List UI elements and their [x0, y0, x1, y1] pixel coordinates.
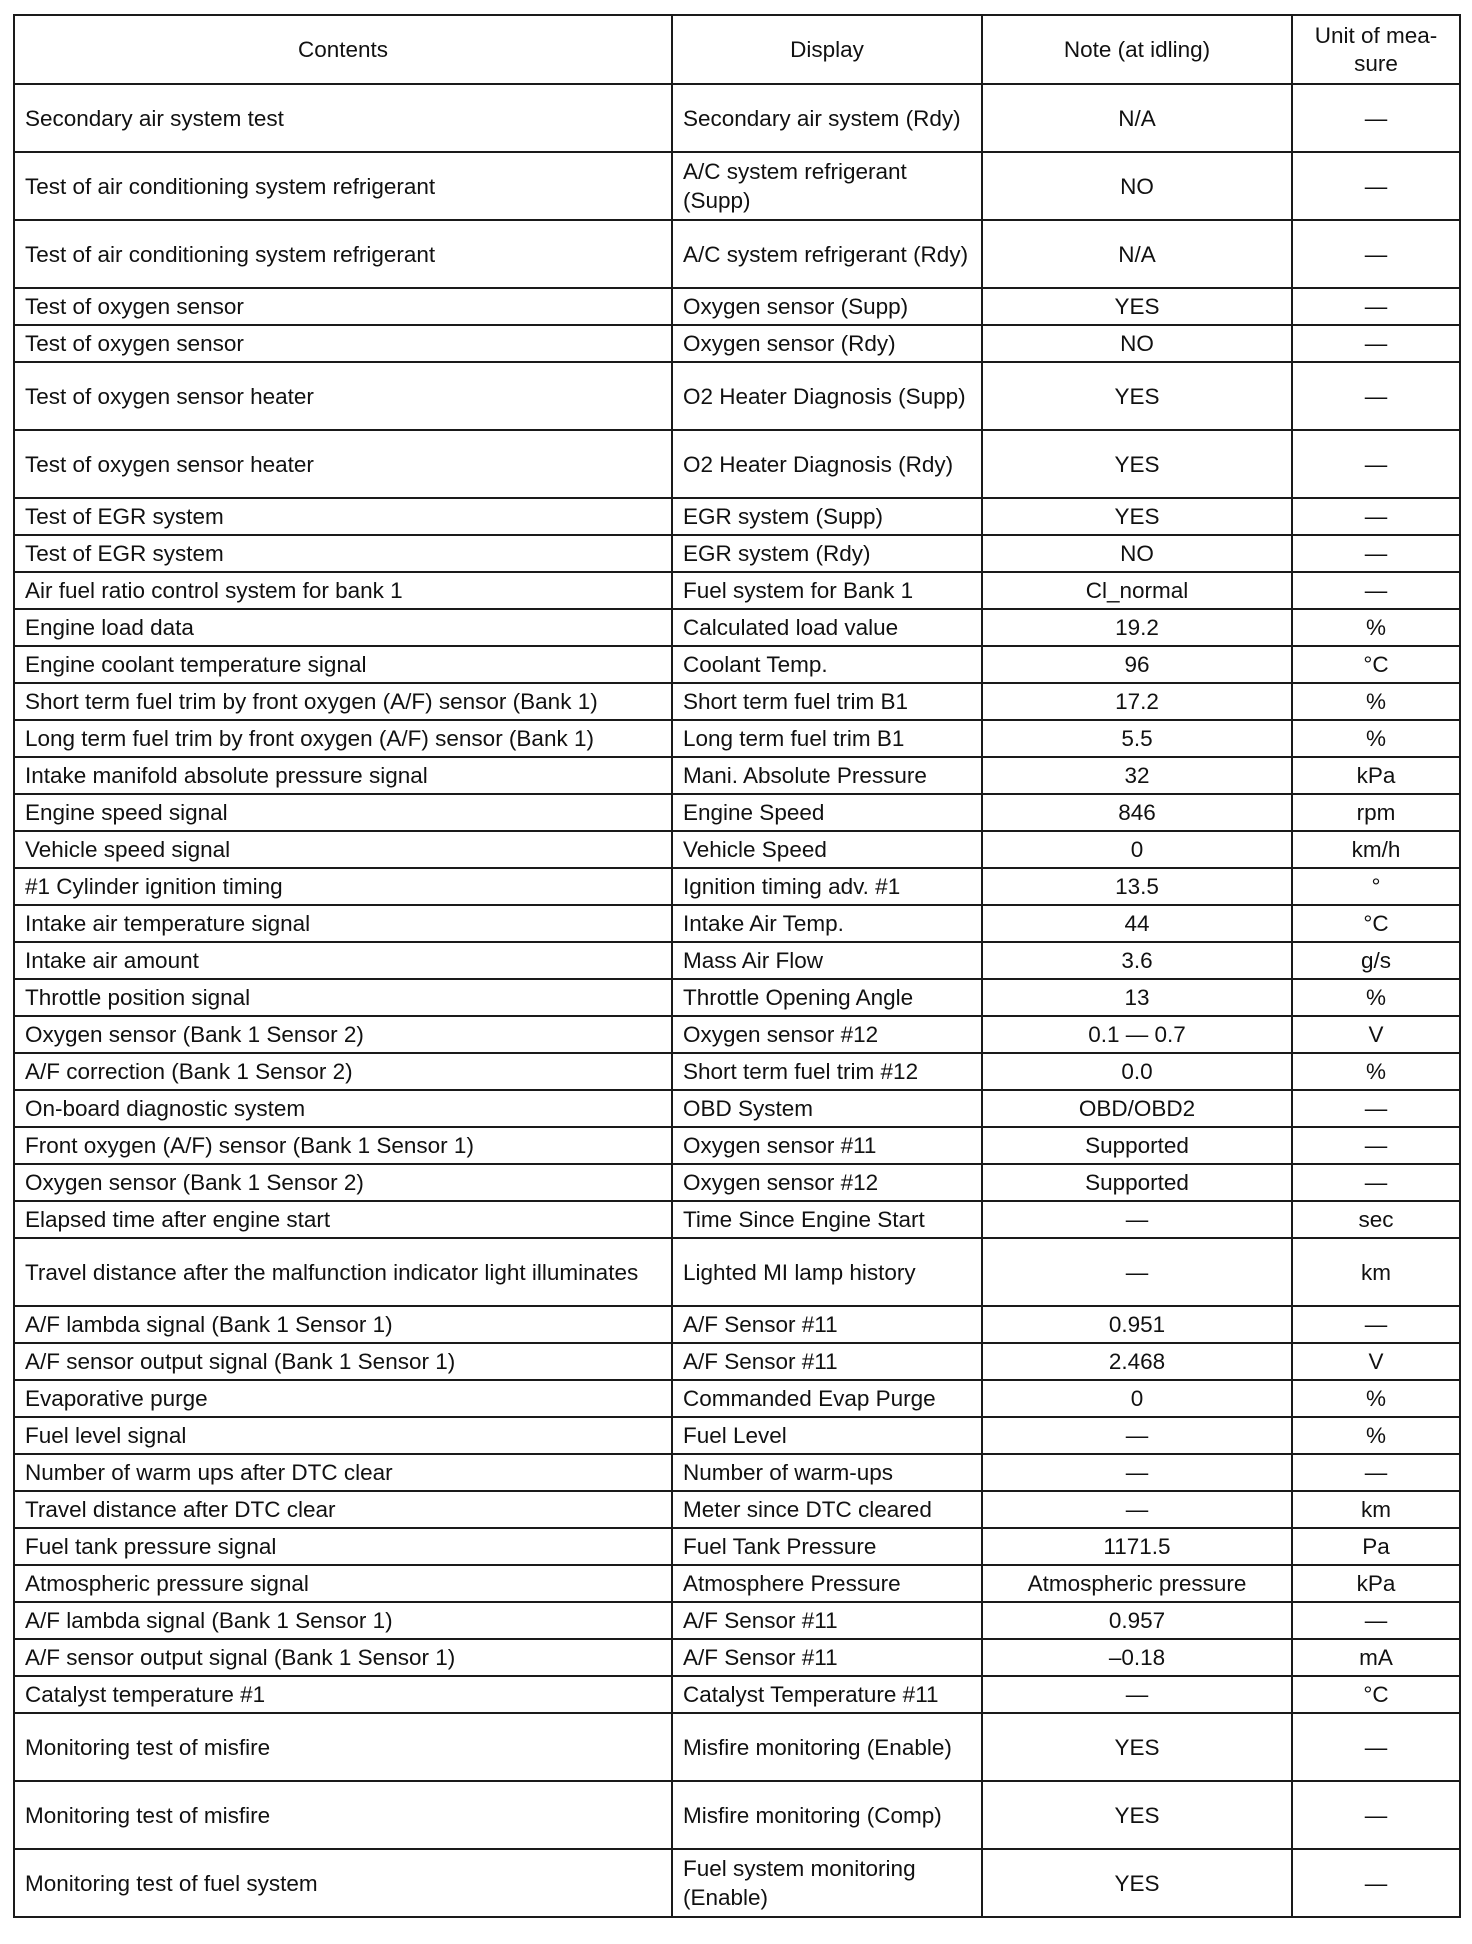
cell-contents: Test of oxygen sensor heater [14, 362, 672, 430]
table-row [14, 220, 1460, 288]
cell-display: A/F Sensor #11 [672, 1602, 982, 1639]
cell-unit: — [1292, 288, 1460, 325]
header-contents: Contents [14, 15, 672, 84]
cell-note: — [982, 1417, 1292, 1454]
cell-note: 846 [982, 794, 1292, 831]
cell-contents: Monitoring test of misfire [14, 1713, 672, 1781]
cell-contents: Number of warm ups after DTC clear [14, 1454, 672, 1491]
table-row [14, 1528, 1460, 1565]
table-row [14, 868, 1460, 905]
cell-note: — [982, 1238, 1292, 1306]
table-row [14, 1238, 1460, 1306]
cell-note: 13 [982, 979, 1292, 1016]
cell-unit: rpm [1292, 794, 1460, 831]
cell-display: EGR system (Supp) [672, 498, 982, 535]
table-row [14, 1849, 1460, 1917]
cell-unit: — [1292, 1713, 1460, 1781]
cell-contents: A/F sensor output signal (Bank 1 Sensor 1) [14, 1343, 672, 1380]
table-row [14, 288, 1460, 325]
cell-unit: — [1292, 1306, 1460, 1343]
cell-display: Vehicle Speed [672, 831, 982, 868]
cell-contents: Vehicle speed signal [14, 831, 672, 868]
table-row [14, 1602, 1460, 1639]
table-header [14, 15, 1460, 84]
cell-contents: Test of air conditioning system refrigerant [14, 152, 672, 220]
header-unit: Unit of mea- sure [1292, 15, 1460, 84]
table-row [14, 1454, 1460, 1491]
cell-display: Fuel Level [672, 1417, 982, 1454]
cell-unit: km [1292, 1491, 1460, 1528]
cell-contents: Oxygen sensor (Bank 1 Sensor 2) [14, 1016, 672, 1053]
cell-contents: Air fuel ratio control system for bank 1 [14, 572, 672, 609]
cell-display: Mani. Absolute Pressure [672, 757, 982, 794]
cell-contents: Engine coolant temperature signal [14, 646, 672, 683]
cell-display: Long term fuel trim B1 [672, 720, 982, 757]
cell-unit: — [1292, 152, 1460, 220]
cell-display: Time Since Engine Start [672, 1201, 982, 1238]
cell-contents: On-board diagnostic system [14, 1090, 672, 1127]
table-row [14, 1127, 1460, 1164]
cell-display: Ignition timing adv. #1 [672, 868, 982, 905]
cell-unit: % [1292, 979, 1460, 1016]
cell-contents: #1 Cylinder ignition timing [14, 868, 672, 905]
cell-note: 2.468 [982, 1343, 1292, 1380]
cell-contents: Long term fuel trim by front oxygen (A/F) sensor (Bank 1) [14, 720, 672, 757]
cell-note: 0 [982, 831, 1292, 868]
table-row [14, 1781, 1460, 1849]
cell-contents: A/F correction (Bank 1 Sensor 2) [14, 1053, 672, 1090]
cell-unit: V [1292, 1343, 1460, 1380]
cell-note: –0.18 [982, 1639, 1292, 1676]
cell-unit: % [1292, 609, 1460, 646]
cell-contents: Test of air conditioning system refrigerant [14, 220, 672, 288]
cell-note: 13.5 [982, 868, 1292, 905]
table-row [14, 1343, 1460, 1380]
table-row [14, 1491, 1460, 1528]
cell-contents: Test of oxygen sensor [14, 288, 672, 325]
cell-note: YES [982, 1781, 1292, 1849]
table-row [14, 498, 1460, 535]
cell-contents: Oxygen sensor (Bank 1 Sensor 2) [14, 1164, 672, 1201]
cell-note: 1171.5 [982, 1528, 1292, 1565]
cell-note: 0.1 — 0.7 [982, 1016, 1292, 1053]
cell-contents: A/F sensor output signal (Bank 1 Sensor 1) [14, 1639, 672, 1676]
cell-display: O2 Heater Diagnosis (Rdy) [672, 430, 982, 498]
header-note: Note (at idling) [982, 15, 1292, 84]
cell-contents: Intake manifold absolute pressure signal [14, 757, 672, 794]
cell-unit: — [1292, 1090, 1460, 1127]
cell-display: Atmosphere Pressure [672, 1565, 982, 1602]
table-row [14, 1164, 1460, 1201]
cell-unit: Pa [1292, 1528, 1460, 1565]
cell-note: — [982, 1491, 1292, 1528]
cell-display: A/F Sensor #11 [672, 1306, 982, 1343]
cell-note: NO [982, 325, 1292, 362]
cell-display: Number of warm-ups [672, 1454, 982, 1491]
cell-note: YES [982, 430, 1292, 498]
cell-unit: % [1292, 1053, 1460, 1090]
cell-contents: Test of oxygen sensor [14, 325, 672, 362]
cell-note: 44 [982, 905, 1292, 942]
cell-display: Oxygen sensor #11 [672, 1127, 982, 1164]
cell-unit: km [1292, 1238, 1460, 1306]
cell-display: A/F Sensor #11 [672, 1343, 982, 1380]
cell-unit: — [1292, 1164, 1460, 1201]
cell-contents: Test of EGR system [14, 535, 672, 572]
table-row [14, 1380, 1460, 1417]
cell-note: Atmospheric pressure [982, 1565, 1292, 1602]
cell-note: — [982, 1201, 1292, 1238]
cell-unit: % [1292, 1380, 1460, 1417]
cell-display: Secondary air system (Rdy) [672, 84, 982, 152]
cell-unit: — [1292, 1602, 1460, 1639]
cell-note: YES [982, 362, 1292, 430]
cell-contents: Short term fuel trim by front oxygen (A/F) sensor (Bank 1) [14, 683, 672, 720]
cell-display: Oxygen sensor (Rdy) [672, 325, 982, 362]
table-row [14, 1713, 1460, 1781]
cell-display: Commanded Evap Purge [672, 1380, 982, 1417]
table-row [14, 831, 1460, 868]
cell-unit: — [1292, 362, 1460, 430]
table-row [14, 1565, 1460, 1602]
cell-unit: — [1292, 1454, 1460, 1491]
cell-note: NO [982, 152, 1292, 220]
table-row [14, 152, 1460, 220]
table-row [14, 430, 1460, 498]
cell-unit: sec [1292, 1201, 1460, 1238]
cell-contents: Test of oxygen sensor heater [14, 430, 672, 498]
cell-contents: A/F lambda signal (Bank 1 Sensor 1) [14, 1306, 672, 1343]
cell-note: 0.0 [982, 1053, 1292, 1090]
table-row [14, 720, 1460, 757]
cell-contents: Intake air temperature signal [14, 905, 672, 942]
table-row [14, 362, 1460, 430]
cell-unit: kPa [1292, 1565, 1460, 1602]
cell-unit: — [1292, 325, 1460, 362]
cell-note: Supported [982, 1164, 1292, 1201]
cell-unit: % [1292, 683, 1460, 720]
cell-note: 0 [982, 1380, 1292, 1417]
table-row [14, 1306, 1460, 1343]
cell-unit: °C [1292, 905, 1460, 942]
table-row [14, 1639, 1460, 1676]
cell-note: 0.957 [982, 1602, 1292, 1639]
header-row [14, 15, 1460, 84]
cell-display: Lighted MI lamp history [672, 1238, 982, 1306]
cell-note: YES [982, 288, 1292, 325]
cell-display: O2 Heater Diagnosis (Supp) [672, 362, 982, 430]
cell-note: YES [982, 498, 1292, 535]
cell-unit: — [1292, 498, 1460, 535]
cell-unit: — [1292, 535, 1460, 572]
table-row [14, 1201, 1460, 1238]
table-row [14, 683, 1460, 720]
cell-display: Meter since DTC cleared [672, 1491, 982, 1528]
cell-display: Short term fuel trim B1 [672, 683, 982, 720]
table-row [14, 757, 1460, 794]
cell-display: Fuel system monitoring (Enable) [672, 1849, 982, 1917]
cell-contents: Secondary air system test [14, 84, 672, 152]
cell-note: YES [982, 1713, 1292, 1781]
table-row [14, 942, 1460, 979]
cell-unit: °C [1292, 646, 1460, 683]
cell-unit: % [1292, 1417, 1460, 1454]
cell-contents: Throttle position signal [14, 979, 672, 1016]
cell-unit: mA [1292, 1639, 1460, 1676]
cell-unit: — [1292, 220, 1460, 288]
cell-note: 96 [982, 646, 1292, 683]
cell-display: A/C system refrigerant (Supp) [672, 152, 982, 220]
cell-note: 19.2 [982, 609, 1292, 646]
cell-unit: — [1292, 84, 1460, 152]
cell-contents: Evaporative purge [14, 1380, 672, 1417]
cell-display: A/C system refrigerant (Rdy) [672, 220, 982, 288]
cell-note: Cl_normal [982, 572, 1292, 609]
cell-display: EGR system (Rdy) [672, 535, 982, 572]
cell-unit: V [1292, 1016, 1460, 1053]
cell-unit: % [1292, 720, 1460, 757]
cell-unit: g/s [1292, 942, 1460, 979]
cell-note: — [982, 1676, 1292, 1713]
cell-note: OBD/OBD2 [982, 1090, 1292, 1127]
table-row [14, 1676, 1460, 1713]
cell-contents: Elapsed time after engine start [14, 1201, 672, 1238]
cell-note: — [982, 1454, 1292, 1491]
cell-contents: Fuel tank pressure signal [14, 1528, 672, 1565]
cell-note: 3.6 [982, 942, 1292, 979]
cell-display: Engine Speed [672, 794, 982, 831]
cell-unit: °C [1292, 1676, 1460, 1713]
data-monitor-table [13, 14, 1461, 1918]
cell-unit: — [1292, 1127, 1460, 1164]
cell-unit: kPa [1292, 757, 1460, 794]
cell-display: Oxygen sensor (Supp) [672, 288, 982, 325]
cell-display: Short term fuel trim #12 [672, 1053, 982, 1090]
table-row [14, 979, 1460, 1016]
table-body [14, 84, 1460, 1917]
table-row [14, 646, 1460, 683]
cell-contents: Engine load data [14, 609, 672, 646]
cell-display: Misfire monitoring (Comp) [672, 1781, 982, 1849]
cell-display: Mass Air Flow [672, 942, 982, 979]
cell-contents: Front oxygen (A/F) sensor (Bank 1 Sensor 1) [14, 1127, 672, 1164]
cell-unit: — [1292, 1781, 1460, 1849]
cell-display: Catalyst Temperature #11 [672, 1676, 982, 1713]
cell-display: Coolant Temp. [672, 646, 982, 683]
cell-note: Supported [982, 1127, 1292, 1164]
table-row [14, 325, 1460, 362]
cell-contents: Catalyst temperature #1 [14, 1676, 672, 1713]
cell-note: N/A [982, 220, 1292, 288]
cell-display: Oxygen sensor #12 [672, 1164, 982, 1201]
cell-contents: Monitoring test of fuel system [14, 1849, 672, 1917]
cell-display: Throttle Opening Angle [672, 979, 982, 1016]
cell-note: 17.2 [982, 683, 1292, 720]
table-row [14, 1016, 1460, 1053]
cell-note: 5.5 [982, 720, 1292, 757]
table-row [14, 572, 1460, 609]
cell-display: Intake Air Temp. [672, 905, 982, 942]
cell-display: Calculated load value [672, 609, 982, 646]
cell-note: 32 [982, 757, 1292, 794]
cell-display: Oxygen sensor #12 [672, 1016, 982, 1053]
cell-contents: Intake air amount [14, 942, 672, 979]
table-row [14, 1090, 1460, 1127]
cell-display: Fuel Tank Pressure [672, 1528, 982, 1565]
table-row [14, 609, 1460, 646]
table-row [14, 1053, 1460, 1090]
cell-contents: Travel distance after DTC clear [14, 1491, 672, 1528]
header-display: Display [672, 15, 982, 84]
cell-display: Fuel system for Bank 1 [672, 572, 982, 609]
cell-contents: A/F lambda signal (Bank 1 Sensor 1) [14, 1602, 672, 1639]
cell-contents: Engine speed signal [14, 794, 672, 831]
cell-contents: Atmospheric pressure signal [14, 1565, 672, 1602]
cell-contents: Test of EGR system [14, 498, 672, 535]
cell-contents: Monitoring test of misfire [14, 1781, 672, 1849]
cell-contents: Travel distance after the malfunction indicator light illuminates [14, 1238, 672, 1306]
table-row [14, 84, 1460, 152]
cell-unit: — [1292, 1849, 1460, 1917]
cell-note: 0.951 [982, 1306, 1292, 1343]
cell-unit: — [1292, 572, 1460, 609]
cell-unit: — [1292, 430, 1460, 498]
cell-display: A/F Sensor #11 [672, 1639, 982, 1676]
table-row [14, 535, 1460, 572]
cell-display: OBD System [672, 1090, 982, 1127]
cell-unit: km/h [1292, 831, 1460, 868]
table-row [14, 794, 1460, 831]
cell-note: NO [982, 535, 1292, 572]
table-row [14, 1417, 1460, 1454]
cell-display: Misfire monitoring (Enable) [672, 1713, 982, 1781]
cell-contents: Fuel level signal [14, 1417, 672, 1454]
cell-note: N/A [982, 84, 1292, 152]
table-row [14, 905, 1460, 942]
cell-note: YES [982, 1849, 1292, 1917]
cell-unit: ° [1292, 868, 1460, 905]
